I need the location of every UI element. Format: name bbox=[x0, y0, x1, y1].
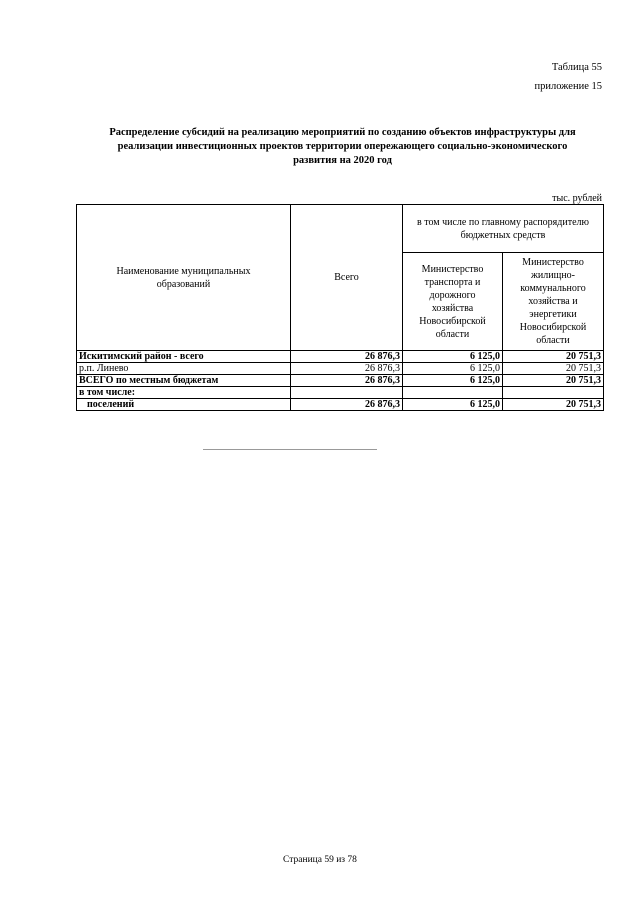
column-header-ministry-transport: Министерство транспорта и дорожного хозяйства Новосибирской области bbox=[403, 253, 503, 351]
row-total: 26 876,3 bbox=[291, 399, 403, 411]
title-line-1: Распределение субсидий на реализацию мероприятий по созданию объектов инфраструктуры для bbox=[109, 127, 576, 138]
title-line-2: реализации инвестиционных проектов территории опережающего социально-экономического bbox=[117, 141, 568, 152]
column-header-ministry-housing: Министерство жилищно-коммунального хозяйства и энергетики Новосибирской области bbox=[503, 253, 604, 351]
title-line-3: развития на 2020 год bbox=[293, 155, 392, 166]
row-name: поселений bbox=[77, 399, 291, 411]
row-ministry-transport: 6 125,0 bbox=[403, 375, 503, 387]
document-title bbox=[80, 126, 605, 168]
row-ministry-transport: 6 125,0 bbox=[403, 399, 503, 411]
row-total bbox=[291, 387, 403, 399]
row-ministry-housing: 20 751,3 bbox=[503, 363, 604, 375]
row-ministry-housing: 20 751,3 bbox=[503, 375, 604, 387]
row-ministry-transport: 6 125,0 bbox=[403, 363, 503, 375]
table-row bbox=[77, 399, 604, 411]
page-number: Страница 59 из 78 bbox=[283, 855, 357, 865]
row-name: ВСЕГО по местным бюджетам bbox=[77, 375, 291, 387]
table-row bbox=[77, 363, 604, 375]
row-ministry-transport bbox=[403, 387, 503, 399]
table-row bbox=[77, 387, 604, 399]
table-number: Таблица 55 bbox=[551, 62, 602, 73]
row-ministry-transport: 6 125,0 bbox=[403, 351, 503, 363]
table-row bbox=[77, 351, 604, 363]
column-header-name: Наименование муниципальных образований bbox=[77, 205, 291, 351]
row-name: р.п. Линево bbox=[77, 363, 291, 375]
row-total: 26 876,3 bbox=[291, 375, 403, 387]
row-total: 26 876,3 bbox=[291, 363, 403, 375]
row-ministry-housing: 20 751,3 bbox=[503, 399, 604, 411]
row-ministry-housing bbox=[503, 387, 604, 399]
units-label: тыс. рублей bbox=[552, 193, 602, 204]
row-ministry-housing: 20 751,3 bbox=[503, 351, 604, 363]
appendix-label: приложение 15 bbox=[534, 81, 602, 92]
row-name: Искитимский район - всего bbox=[77, 351, 291, 363]
footnote-separator bbox=[203, 449, 377, 450]
row-name: в том числе: bbox=[77, 387, 291, 399]
column-header-total: Всего bbox=[291, 205, 403, 351]
column-header-group: в том числе по главному распорядителю бюджетных средств bbox=[403, 205, 604, 253]
subsidy-table bbox=[76, 204, 604, 411]
table-row bbox=[77, 375, 604, 387]
row-total: 26 876,3 bbox=[291, 351, 403, 363]
